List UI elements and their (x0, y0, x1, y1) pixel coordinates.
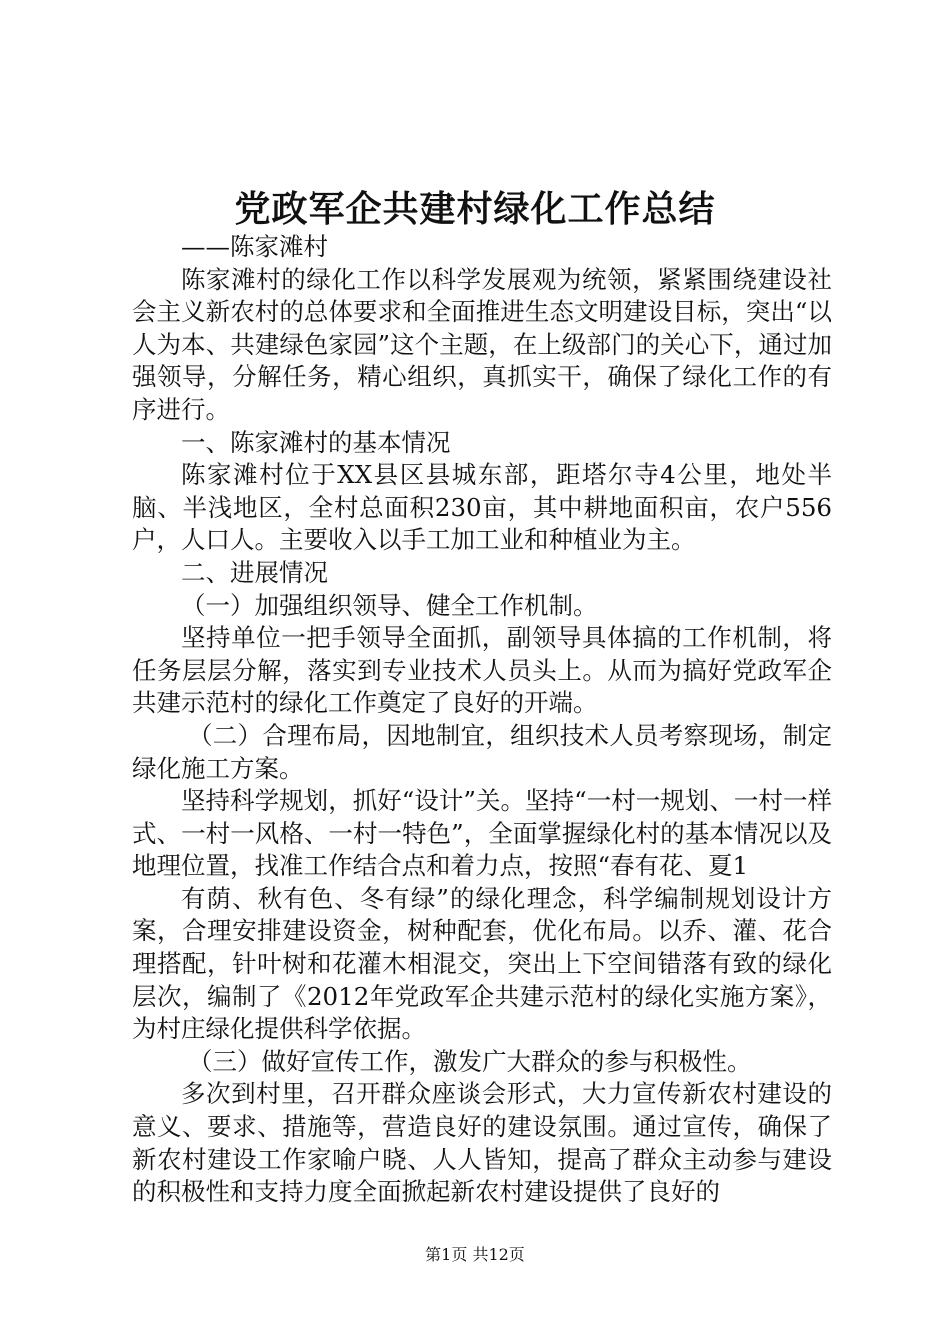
subsection-heading-organization: （一）加强组织领导、健全工作机制。 (181, 590, 598, 620)
section-heading-progress: 二、进展情况 (181, 557, 328, 587)
subsection-heading-layout: （二）合理布局，因地制宜，组织技术人员考察现场，制定绿化施工方案。 (132, 720, 832, 783)
section-heading-basic-info: 一、陈家滩村的基本情况 (181, 427, 451, 457)
subsection-heading-publicity: （三）做好宣传工作，激发广大群众的参与积极性。 (188, 1046, 752, 1076)
document-subtitle: ——陈家滩村 (181, 232, 328, 261)
paragraph-intro: 陈家滩村的绿化工作以科学发展观为统领，紧紧围绕建设社会主义新农村的总体要求和全面推进生态文明建设目标，突出“以人为本、共建绿色家园”这个主题，在上级部门的关心下，通过加强领导，分解任务，精心组织，真抓实干，确保了绿化工作的有序进行。 (132, 264, 832, 424)
paragraph-basic-info: 陈家滩村位于XX县区县城东部，距塔尔寺4公里，地处半脑、半浅地区，全村总面积230亩，其中耕地面积亩，农户556户，人口人。主要收入以手工加工业和种植业为主。 (132, 460, 832, 555)
paragraph-organization: 坚持单位一把手领导全面抓，副领导具体搞的工作机制，将任务层层分解，落实到专业技术人员头上。从而为搞好党政军企共建示范村的绿化工作奠定了良好的开端。 (132, 623, 832, 718)
paragraph-planning: 坚持科学规划，抓好“设计”关。坚持“一村一规划、一村一样式、一村一风格、一村一特色”，全面掌握绿化村的基本情况以及地理位置，找准工作结合点和着力点，按照“春有花、夏1 (132, 786, 832, 881)
page-footer: 第1页 共12页 (425, 1245, 525, 1264)
paragraph-planning-continued: 有荫、秋有色、冬有绿”的绿化理念，科学编制规划设计方案，合理安排建设资金，树种配套，优化布局。以乔、灌、花合理搭配，针叶树和花灌木相混交，突出上下空间错落有致的绿化层次，编制了《2012年党政军企共建示范村的绿化实施方案》，为村庄绿化提供科学依据。 (132, 883, 832, 1044)
paragraph-publicity: 多次到村里，召开群众座谈会形式，大力宣传新农村建设的意义、要求、措施等，营造良好的建设氛围。通过宣传，确保了新农村建设工作家喻户晓、人人皆知，提高了群众主动参与建设的积极性和支持力度全面掀起新农村建设提供了良好的 (132, 1079, 832, 1207)
document-title: 党政军企共建村绿化工作总结 (234, 188, 716, 230)
document-body (132, 231, 832, 1209)
